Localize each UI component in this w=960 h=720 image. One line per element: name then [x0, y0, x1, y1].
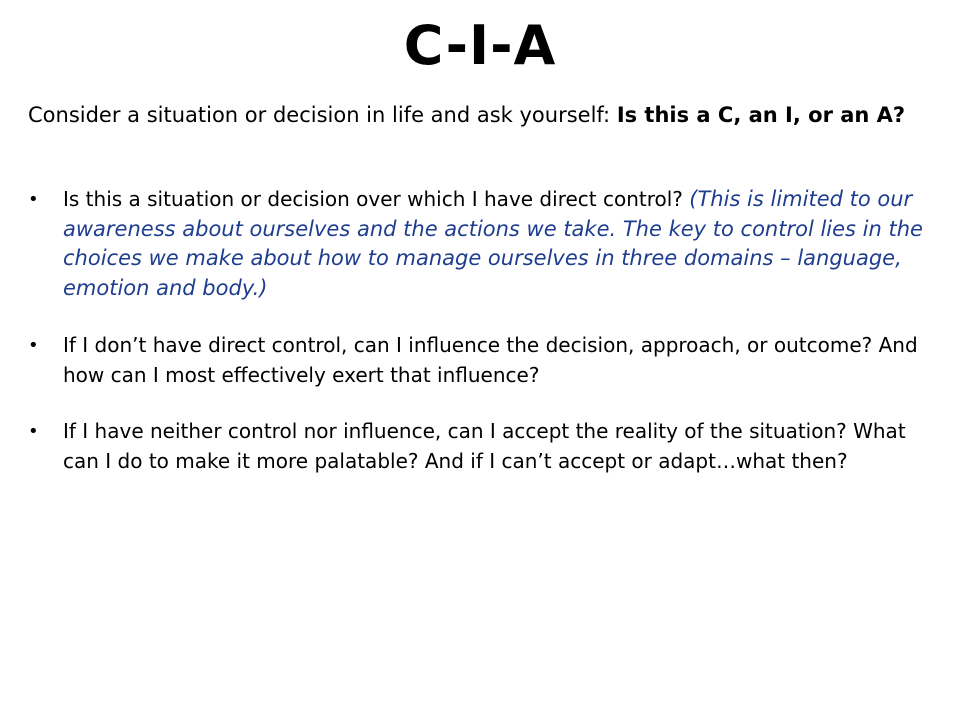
bullet-list: [28, 185, 933, 476]
intro-paragraph: [28, 100, 928, 130]
bullet-marker: •: [28, 421, 39, 442]
bullet-control-note: (This is limited to our awareness about ourselves and the actions we take. The key to control lies in the choices we make about how to manage ourselves in three domains – language, emotion and body.): [63, 187, 923, 300]
slide-title: C-I-A: [403, 14, 557, 77]
bullet-influence: [28, 331, 933, 390]
bullet-marker: •: [28, 335, 39, 356]
bullet-accept-text: If I have neither control nor influence, can I accept the reality of the situation? What can I do to make it more palatable? And if I can’t accept or adapt…what then?: [63, 419, 906, 473]
bullet-influence-text: If I don’t have direct control, can I influence the decision, approach, or outcome? And how can I most effectively exert that influence?: [63, 333, 918, 387]
bullet-accept: [28, 417, 933, 476]
intro-question: Is this a C, an I, or an A?: [616, 103, 906, 127]
intro-text: Consider a situation or decision in life and ask yourself:: [28, 103, 617, 127]
bullet-control-text: Is this a situation or decision over which I have direct control?: [63, 187, 690, 211]
bullet-control: [28, 185, 933, 303]
bullet-marker: •: [28, 189, 39, 210]
